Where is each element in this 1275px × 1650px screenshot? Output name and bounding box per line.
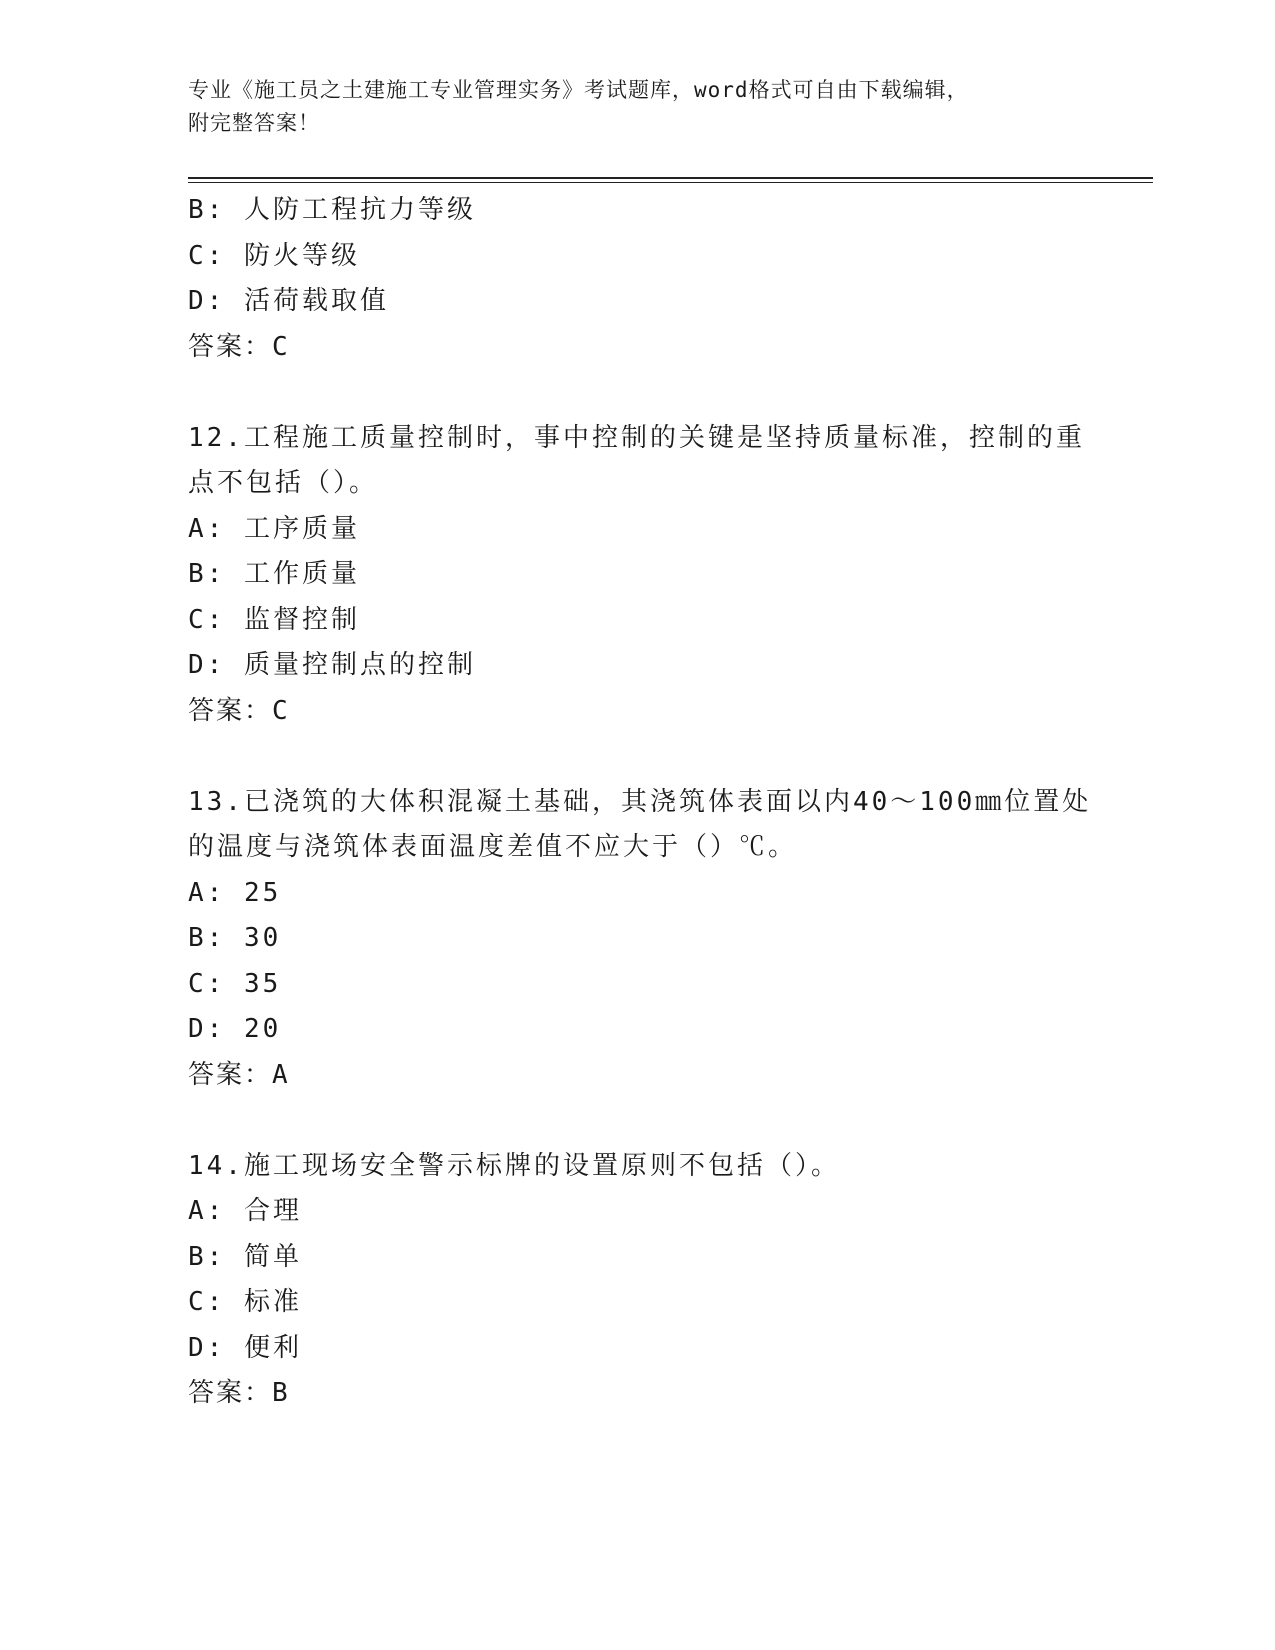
document-header — [188, 74, 1068, 140]
option-c: C: 35 — [188, 968, 282, 999]
header-line-2: 附完整答案！ — [188, 111, 320, 135]
question-text-line: 12.工程施工质量控制时，事中控制的关键是坚持质量标准，控制的重 — [188, 422, 1085, 453]
answer-line: 答案：C — [188, 695, 290, 726]
question-block — [188, 1144, 1088, 1417]
header-line-1: 专业《施工员之土建施工专业管理实务》考试题库，word格式可自由下载编辑， — [188, 78, 969, 102]
block-spacer — [188, 370, 1088, 416]
question-text-line: 13.已浇筑的大体积混凝土基础，其浇筑体表面以内40～100㎜位置处 — [188, 786, 1092, 817]
answer-line: 答案：B — [188, 1378, 290, 1408]
question-text-line: 的温度与浇筑体表面温度差值不应大于（）℃。 — [188, 832, 798, 862]
option-d: D: 活荷载取值 — [188, 286, 389, 316]
block-spacer — [188, 1098, 1088, 1144]
header-divider-thin — [188, 182, 1153, 183]
question-block — [188, 780, 1092, 1099]
answer-line: 答案：A — [188, 1059, 290, 1090]
option-b: B: 30 — [188, 923, 282, 953]
option-b: B: 工作质量 — [188, 559, 360, 589]
option-d: D: 质量控制点的控制 — [188, 650, 476, 680]
question-list — [188, 188, 1092, 1417]
answer-line: 答案：C — [188, 331, 290, 362]
option-c: C: 防火等级 — [188, 240, 360, 271]
question-text-line: 14.施工现场安全警示标牌的设置原则不包括（）。 — [188, 1150, 840, 1181]
option-d: D: 便利 — [188, 1332, 302, 1363]
question-block — [188, 188, 1088, 370]
question-text-line: 点不包括（）。 — [188, 468, 379, 498]
option-a: A: 合理 — [188, 1196, 302, 1226]
option-a: A: 工序质量 — [188, 513, 360, 544]
question-block — [188, 416, 1088, 735]
block-spacer — [188, 734, 1088, 780]
option-c: C: 监督控制 — [188, 604, 360, 635]
option-b: B: 简单 — [188, 1241, 302, 1272]
option-a: A: 25 — [188, 877, 282, 908]
header-divider-thick — [188, 177, 1153, 179]
option-c: C: 标准 — [188, 1287, 302, 1317]
option-b: B: 人防工程抗力等级 — [188, 195, 476, 225]
option-d: D: 20 — [188, 1014, 282, 1044]
